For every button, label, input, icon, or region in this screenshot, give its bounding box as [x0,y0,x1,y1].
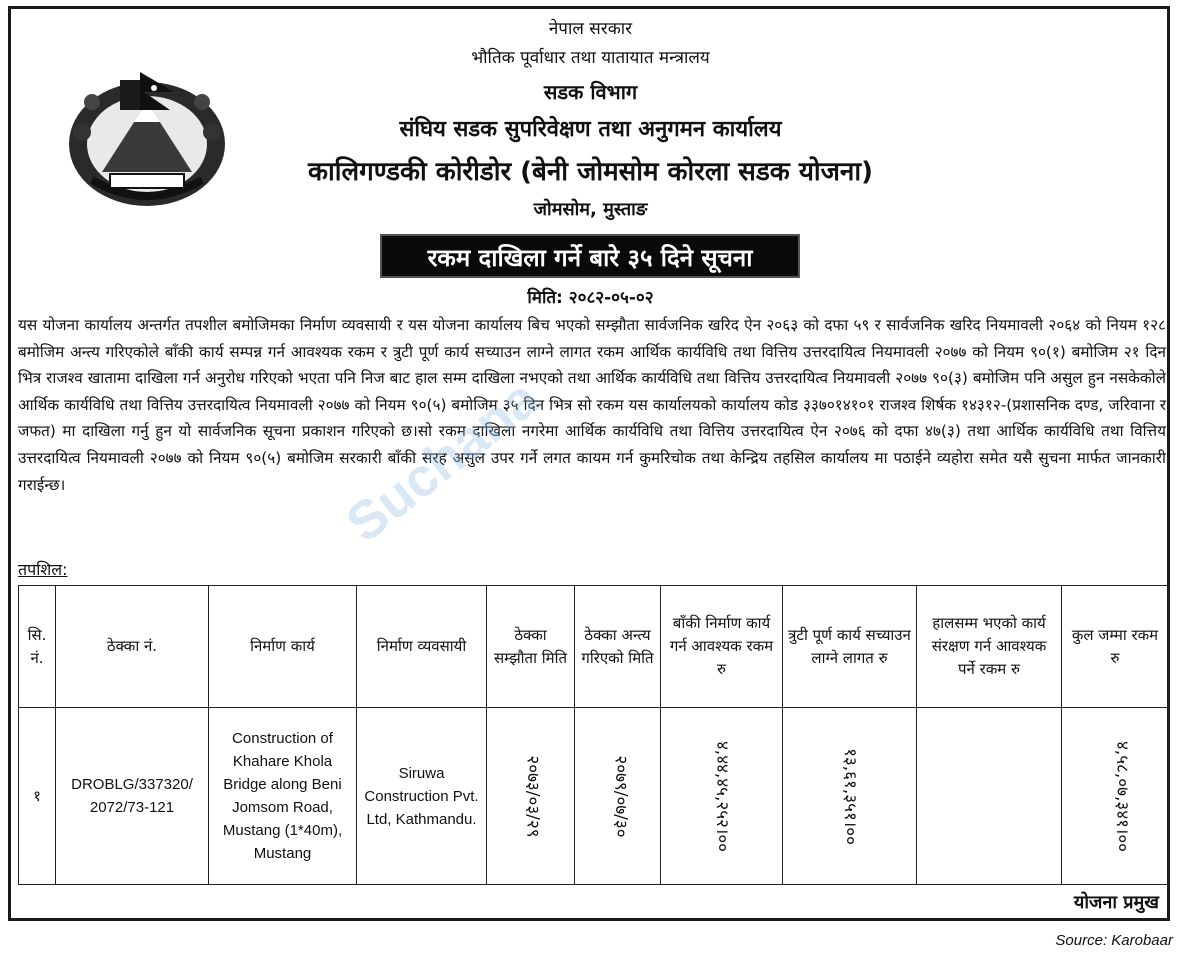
cell-agreement-date: २०७३/०३/२९ [522,754,543,838]
cell-defect-cost: १३,६१,३५१।०० [840,747,860,845]
cell-total: ४,५८,०७,३४१।०० [1112,740,1133,852]
table-row [19,708,1169,885]
source-credit: Source: Karobaar [1055,932,1173,949]
signature: योजना प्रमुख [1073,892,1159,913]
col-header-work: निर्माण कार्य [209,586,357,708]
header-department: सडक विभाग [543,80,638,104]
details-table [18,585,1169,885]
header-project: कालिगण्डकी कोरीडोर (बेनी जोमसोम कोरला सडक योजना) [308,157,873,187]
col-header-total: कुल जम्मा रकम रु [1062,586,1169,708]
cell-remaining-amount-wrap [661,708,783,885]
col-header-remaining-amount: बाँकी निर्माण कार्य गर्न आवश्यक रकम रु [661,586,783,708]
cell-agreement-date-wrap [487,708,575,885]
notice-date: मिति: २०८२-०५-०२ [527,288,654,308]
cell-contractor: Siruwa Construction Pvt. Ltd, Kathmandu. [357,708,487,885]
header-office: संघिय सडक सुपरिवेक्षण तथा अनुगमन कार्यालय [399,117,782,142]
header-ministry: भौतिक पूर्वाधार तथा यातायात मन्त्रालय [471,48,710,68]
header-government: नेपाल सरकार [548,19,633,39]
header-location: जोमसोम, मुस्ताङ [533,199,648,220]
cell-termination-date-wrap [575,708,661,885]
cell-work: Construction of Khahare Khola Bridge along Beni Jomsom Road, Mustang (1*40m), Mustang [209,708,357,885]
cell-protection-cost [917,708,1062,885]
cell-total-wrap [1062,708,1169,885]
table-header-row [19,586,1169,708]
col-header-contract-no: ठेक्का नं. [56,586,209,708]
col-header-contractor: निर्माण व्यवसायी [357,586,487,708]
cell-remaining-amount: ४,४४,४५,२५२।०० [712,740,732,852]
notice-title: रकम दाखिला गर्ने बारे ३५ दिने सूचना [380,234,800,278]
details-label: तपशिल: [18,560,68,579]
watermark: Suchana [335,368,550,554]
col-header-protection-cost: हालसम्म भएको कार्य संरक्षण गर्न आवश्यक पर्ने रकम रु [917,586,1062,708]
cell-contract-no: DROBLG/337320/ 2072/73-121 [56,708,209,885]
cell-sn: १ [19,708,56,885]
notice-body: यस योजना कार्यालय अन्तर्गत तपशील बमोजिमका निर्माण व्यवसायी र यस योजना कार्यालय बिच भएको सम्झौता सार्वजनिक खरिद ऐन २०६३ को दफा ५९ र सार्वजनिक खरिद नियमावली २०६४ को नियम १२८ बमोजिम अन्त्य गरिएकोले बाँकी कार्य सम्पन्न गर्न आवश्यक रकम र त्रुटी पूर्ण कार्य सच्याउन लाग्ने लागत रकम आर्थिक कार्यविधि तथा वित्तिय उत्तरदायित्व नियमावली २०७७ को नियम ९०(१) बमोजिम २१ दिन भित्र राजश्व खातामा दाखिला गर्न अनुरोध गरिएको भएता पनि निज बाट हाल सम्म दाखिला नभएको तथा आर्थिक कार्यविधि तथा वित्तिय उत्तरदायित्व नियमावली २०७७ ९०(३) बमोजिम पनि असुल हुन नसकेकोले आर्थिक कार्यविधि तथा वित्तिय उत्तरदायित्व नियमावली २०७७ को नियम ९०(५) बमोजिम ३५ दिन भित्र सो रकम यस कार्यालयको कार्यालय कोड ३३७०१४१०१ राजश्व शिर्षक १४३१२-(प्रशासनिक दण्ड, जरिवाना र जफत) मा दाखिला गर्नु हुन यो सार्वजनिक सूचना प्रकाशन गरिएको छ।सो रकम दाखिला नगरेमा आर्थिक कार्यविधि तथा वित्तिय उत्तरदायित्व ऐन २०७६ को दफा ४७(३) तथा आर्थिक कार्यविधि तथा वित्तिय उत्तरदायित्व नियमावली २०७७ को नियम ९०(५) बमोजिम सरकारी बाँकी सरह असुल उपर गर्ने लगत कायम गर्न कुमरिचोक तथा केन्द्रिय तहसिल कार्यालय मा पठाईने व्यहोरा समेत यसै सुचना मार्फत जानकारी गराईन्छ। [18,316,1166,494]
col-header-termination-date: ठेक्का अन्त्य गरिएको मिति [575,586,661,708]
cell-defect-cost-wrap [783,708,917,885]
col-header-agreement-date: ठेक्का सम्झौता मिति [487,586,575,708]
cell-termination-date: २०७९/०७/३० [610,754,631,838]
col-header-defect-cost: त्रुटी पूर्ण कार्य सच्याउन लाग्ने लागत रु [783,586,917,708]
col-header-sn: सि. नं. [19,586,56,708]
